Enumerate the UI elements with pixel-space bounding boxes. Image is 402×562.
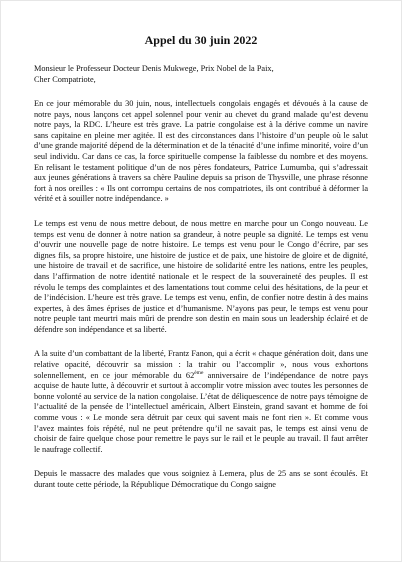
- ordinal-superscript: ème: [194, 369, 204, 376]
- paragraph-4: Depuis le massacre des malades que vous soigniez à Lemera, plus de 25 ans se sont écoulés. Et durant toute cette période, la République Démocratique du Congo saigne: [34, 469, 368, 489]
- greeting-line: Cher Compatriote,: [34, 74, 96, 84]
- paragraph-3-text-b: anniversaire de l’indépendance de notre pays acquise de haute lutte, à découvrir et surtout à accomplir votre mission avec toutes les personnes de bonne volonté au service de la nation congolaise. L’état de déliquescence de notre pays témoigne de l’actualité de la pensée de l’intellectuel américain, Albert Einstein, grand savant et homme de foi comme vous : « Le monde sera détruit par ceux qui savent mais ne font rien ». Et comme vous l’avez maintes fois répété, nul ne peut prétendre qu’il ne savait pas, le temps est ainsi venu de choisir de faire quelque chose pour remettre le pays sur le rail et le peuple au travail. Il faut arrêter le naufrage collectif.: [34, 370, 368, 454]
- paragraph-2: Le temps est venu de nous mettre debout, de nous mettre en marche pour un Congo nouveau. Le temps est venu de donner à notre nation sa grandeur, à notre peuple sa dignité. Le temps est venu d’ouvrir une nouvelle page de notre histoire. Le temps est venu pour le Congo d’écrire, par ses dignes fils, sa propre histoire, une histoire de justice et de paix, une histoire de gloire et de dignité, une histoire de travail et de sacrifice, une histoire de solidarité entre les nations, entre les peuples, dans l’affirmation de notre identité nationale et le respect de la souveraineté des peuples. Il est révolu le temps des complaintes et des lamentations tout comme celui des hésitations, de la peur et de l’indécision. L’heure est très grave. Le temps est venu, enfin, de confier notre destin à des mains expertes, à des âmes éprises de justice et d’humanisme. N’ayons pas peur, le temps est venu pour notre peuple tant meurtri mais mûri de prendre son destin en main sous un leadership éclairé et de défendre son indépendance et sa liberté.: [34, 218, 368, 334]
- salutation-block: [34, 64, 368, 85]
- paragraph-1: En ce jour mémorable du 30 juin, nous, intellectuels congolais engagés et dévoués à la cause de notre pays, nous lançons cet appel solennel pour venir au chevet du grand malade qu’est devenu notre pays, la RDC. L’heure est très grave. La patrie congolaise est à la dérive comme un navire sans capitaine en pleine mer agitée. Il est des circonstances dans l’histoire d’un peuple où le salut d’une grande majorité dépend de la détermination et de la ténacité d’une infime minorité, voire d’un seul individu. Car dans ce cas, la force spirituelle compense la faiblesse du nombre et des moyens. En relisant le testament politique d’un de nos pères fondateurs, Patrice Lumumba, qui s’adressait aux jeunes générations à travers sa chère Pauline depuis sa prison de Thysville, une phrase résonne fort à nos oreilles : « Ils ont corrompu certains de nos compatriotes, ils ont contribué à déformer la vérité et à souiller notre indépendance. »: [34, 99, 368, 204]
- document-title: Appel du 30 juin 2022: [144, 33, 258, 47]
- paragraph-3-text-a: A la suite d’un combattant de la liberté, Frantz Fanon, qui a écrit « chaque génération doit, dans une relative opacité, découvrir sa mission : la trahir ou l’accomplir », nous vous exhortons solennellement, en ce jour mémorable du 62: [34, 349, 368, 380]
- addressee-line: Monsieur le Professeur Docteur Denis Mukwege, Prix Nobel de la Paix,: [34, 64, 274, 73]
- paragraph-3: [34, 349, 368, 455]
